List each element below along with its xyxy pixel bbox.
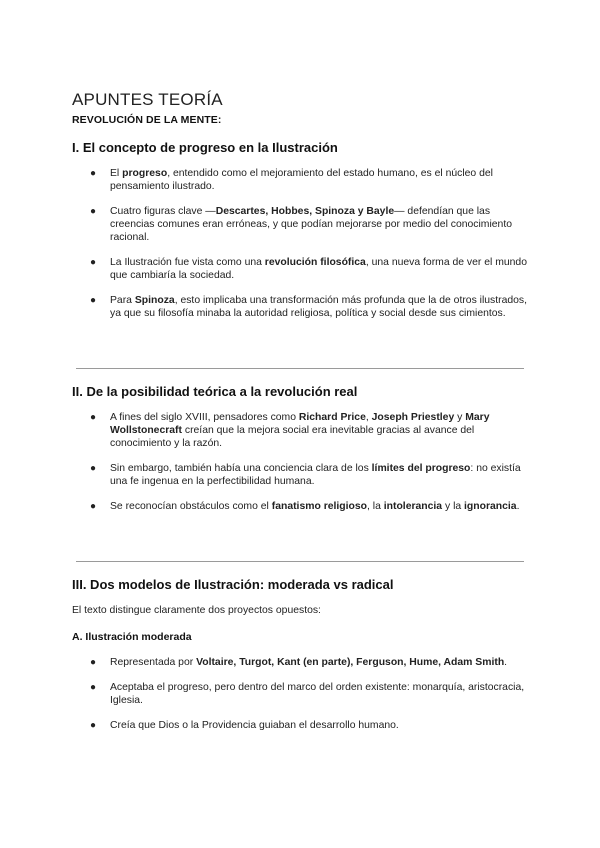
bullet-dot-icon: ● <box>90 412 97 423</box>
bold-text: Mary Wollstonecraft <box>110 412 490 436</box>
bold-text: Voltaire, Turgot, Kant (en parte), Ferguson, Hume, Adam Smith <box>196 657 505 668</box>
bullet-item <box>90 681 530 707</box>
bold-text: Spinoza <box>134 295 175 306</box>
bullet-item <box>90 462 530 488</box>
text-run: y <box>454 412 466 423</box>
text-run: , entendido como el mejoramiento del estado humano, es el núcleo del pensamiento ilustrado. <box>110 168 493 192</box>
text-run: Para <box>110 295 135 306</box>
bold-text: progreso <box>122 168 168 179</box>
text-run: Se reconocían obstáculos como el <box>110 501 272 512</box>
section-3-intro: El texto distingue claramente dos proyectos opuestos: <box>72 605 321 616</box>
bullet-dot-icon: ● <box>90 463 97 474</box>
section-3-list <box>90 656 530 744</box>
text-run: , <box>365 412 372 423</box>
bullet-dot-icon: ● <box>90 206 97 217</box>
text-run: creían que la mejora social era inevitable gracias al avance del conocimiento y la razón. <box>110 425 475 449</box>
divider <box>76 368 524 369</box>
text-run: Cuatro figuras clave — <box>110 206 216 217</box>
bullet-item <box>90 411 530 450</box>
bold-text: revolución filosófica <box>264 257 366 268</box>
bullet-item <box>90 205 530 244</box>
section-1-list <box>90 167 530 332</box>
section-1-heading: I. El concepto de progreso en la Ilustración <box>72 140 338 155</box>
bullet-dot-icon: ● <box>90 257 97 268</box>
bullet-dot-icon: ● <box>90 295 97 306</box>
bullet-dot-icon: ● <box>90 720 97 731</box>
bullet-item <box>90 167 530 193</box>
bold-text: Joseph Priestley <box>371 412 455 423</box>
bullet-dot-icon: ● <box>90 168 97 179</box>
document-subtitle: REVOLUCIÓN DE LA MENTE: <box>72 114 222 126</box>
bullet-item <box>90 256 530 282</box>
bullet-item <box>90 719 530 732</box>
bold-text: Descartes, Hobbes, Spinoza y Bayle <box>215 206 395 217</box>
text-run: . <box>516 501 520 512</box>
bold-text: Richard Price <box>298 412 366 423</box>
section-3-subheading: A. Ilustración moderada <box>72 631 192 643</box>
text-run: , esto implicaba una transformación más profunda que la de otros ilustrados, ya que su filosofía minaba la autoridad religiosa, política y social desde sus cimientos. <box>110 295 528 319</box>
text-run: y la <box>442 501 465 512</box>
bold-text: fanatismo religioso <box>271 501 368 512</box>
text-run: Representada por <box>110 657 197 668</box>
bullet-item <box>90 500 530 513</box>
bold-text: ignorancia <box>464 501 517 512</box>
bullet-item <box>90 294 530 320</box>
divider <box>76 561 524 562</box>
text-run: Sin embargo, también había una conciencia clara de los <box>110 463 372 474</box>
text-run: La Ilustración fue vista como una <box>110 257 265 268</box>
text-run: El <box>110 168 123 179</box>
text-run: , la <box>367 501 384 512</box>
bold-text: intolerancia <box>383 501 443 512</box>
text-run: Creía que Dios o la Providencia guiaban el desarrollo humano. <box>110 720 399 731</box>
document-title: APUNTES TEORÍA <box>72 90 223 109</box>
text-run: , una nueva forma de ver el mundo que cambiaría la sociedad. <box>110 257 527 281</box>
bold-text: límites del progreso <box>371 463 471 474</box>
section-3-heading: III. Dos modelos de Ilustración: moderada vs radical <box>72 577 394 592</box>
bullet-dot-icon: ● <box>90 501 97 512</box>
text-run: . <box>504 657 508 668</box>
text-run: A fines del siglo XVIII, pensadores como <box>110 412 299 423</box>
section-2-heading: II. De la posibilidad teórica a la revolución real <box>72 384 358 399</box>
bullet-dot-icon: ● <box>90 657 97 668</box>
text-run: Aceptaba el progreso, pero dentro del marco del orden existente: monarquía, aristocracia, Iglesia. <box>110 682 525 706</box>
bullet-dot-icon: ● <box>90 682 97 693</box>
section-2-list <box>90 411 530 525</box>
text-run: — defendían que las creencias comunes eran erróneas, y que podían mejorarse por medio del conocimiento racional. <box>110 206 512 243</box>
text-run: : no existía una fe ingenua en la perfectibilidad humana. <box>110 463 521 487</box>
bullet-item <box>90 656 530 669</box>
